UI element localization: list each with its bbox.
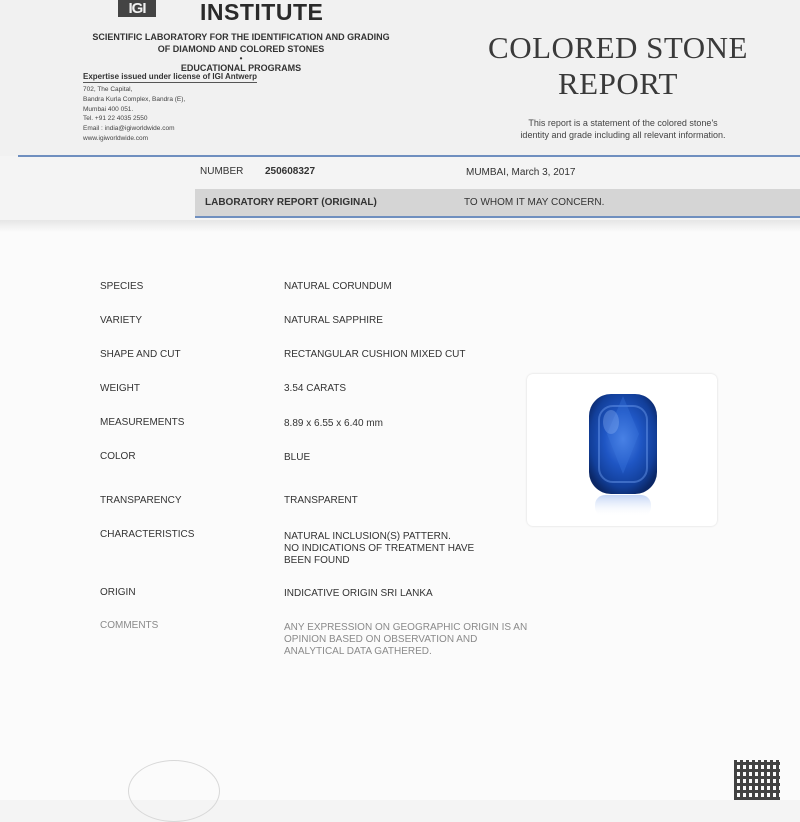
weight-label: WEIGHT (100, 383, 140, 394)
sapphire-stone-image (527, 374, 717, 526)
address-phone: Tel. +91 22 4035 2550 (83, 115, 148, 123)
embossed-seal (128, 760, 220, 822)
igi-logo-icon: IGI (118, 0, 156, 17)
species-label: SPECIES (100, 281, 144, 292)
origin-label: ORIGIN (100, 587, 136, 598)
report-title-line-2: REPORT (558, 66, 678, 101)
comments-line: ANY EXPRESSION ON GEOGRAPHIC ORIGIN IS AN (284, 622, 528, 633)
address-line: Mumbai 400 051. (83, 105, 134, 113)
lab-line-2: OF DIAMOND AND COLORED STONES (157, 44, 325, 54)
transparency-value: TRANSPARENT (284, 495, 358, 506)
measurements-label: MEASUREMENTS (100, 417, 185, 428)
variety-label: VARIETY (100, 315, 143, 326)
color-value: BLUE (284, 452, 311, 463)
report-desc-line-2: identity and grade including all relevant information. (520, 130, 726, 140)
characteristics-value (284, 531, 554, 567)
report-date: MUMBAI, March 3, 2017 (466, 167, 576, 178)
measurements-value: 8.89 x 6.55 x 6.40 mm (284, 418, 383, 429)
comments-line: OPINION BASED ON OBSERVATION AND (284, 634, 478, 645)
report-header (0, 0, 800, 156)
report-number-value: 250608327 (265, 166, 316, 177)
lab-line-1: SCIENTIFIC LABORATORY FOR THE IDENTIFICATION AND GRADING (92, 32, 390, 42)
shape-cut-label: SHAPE AND CUT (100, 349, 181, 360)
header-divider (18, 155, 800, 157)
characteristics-line: NO INDICATIONS OF TREATMENT HAVE (284, 543, 475, 554)
qr-code-icon (734, 760, 780, 800)
institute-name: INSTITUTE (200, 0, 324, 25)
address-block (83, 85, 185, 144)
characteristics-label: CHARACTERISTICS (100, 529, 195, 540)
transparency-label: TRANSPARENCY (100, 495, 182, 506)
report-number-label: NUMBER (200, 166, 244, 177)
stone-photo-card (527, 374, 717, 526)
expertise-license: Expertise issued under license of IGI Antwerp (83, 72, 257, 81)
species-value: NATURAL CORUNDUM (284, 281, 392, 292)
report-title (458, 30, 778, 102)
report-title-line-1: COLORED STONE (488, 30, 748, 65)
origin-value: INDICATIVE ORIGIN SRI LANKA (284, 588, 433, 599)
band-divider (195, 216, 800, 218)
address-email: Email : india@igiworldwide.com (83, 125, 175, 133)
comments-line: ANALYTICAL DATA GATHERED. (284, 646, 432, 657)
address-line: Bandra Kurla Complex, Bandra (E), (83, 95, 186, 103)
report-description (478, 117, 768, 141)
comments-value (284, 622, 554, 658)
paper-fold (0, 220, 800, 232)
characteristics-line: NATURAL INCLUSION(S) PATTERN. (284, 531, 451, 542)
report-desc-line-1: This report is a statement of the colored stone's (528, 118, 718, 128)
address-line: 702, The Capital, (83, 86, 133, 93)
comments-label: COMMENTS (100, 620, 159, 631)
color-label: COLOR (100, 451, 136, 462)
weight-value: 3.54 CARATS (284, 383, 347, 394)
address-website: www.igiworldwide.com (83, 134, 149, 142)
characteristics-line: BEEN FOUND (284, 555, 350, 566)
shape-cut-value: RECTANGULAR CUSHION MIXED CUT (284, 349, 466, 360)
report-type: LABORATORY REPORT (ORIGINAL) (205, 197, 377, 208)
bullet-separator: • (239, 54, 243, 63)
variety-value: NATURAL SAPPHIRE (284, 315, 383, 326)
addressee: TO WHOM IT MAY CONCERN. (464, 197, 605, 208)
lab-line-3: EDUCATIONAL PROGRAMS (180, 63, 302, 73)
laboratory-description (60, 31, 422, 74)
